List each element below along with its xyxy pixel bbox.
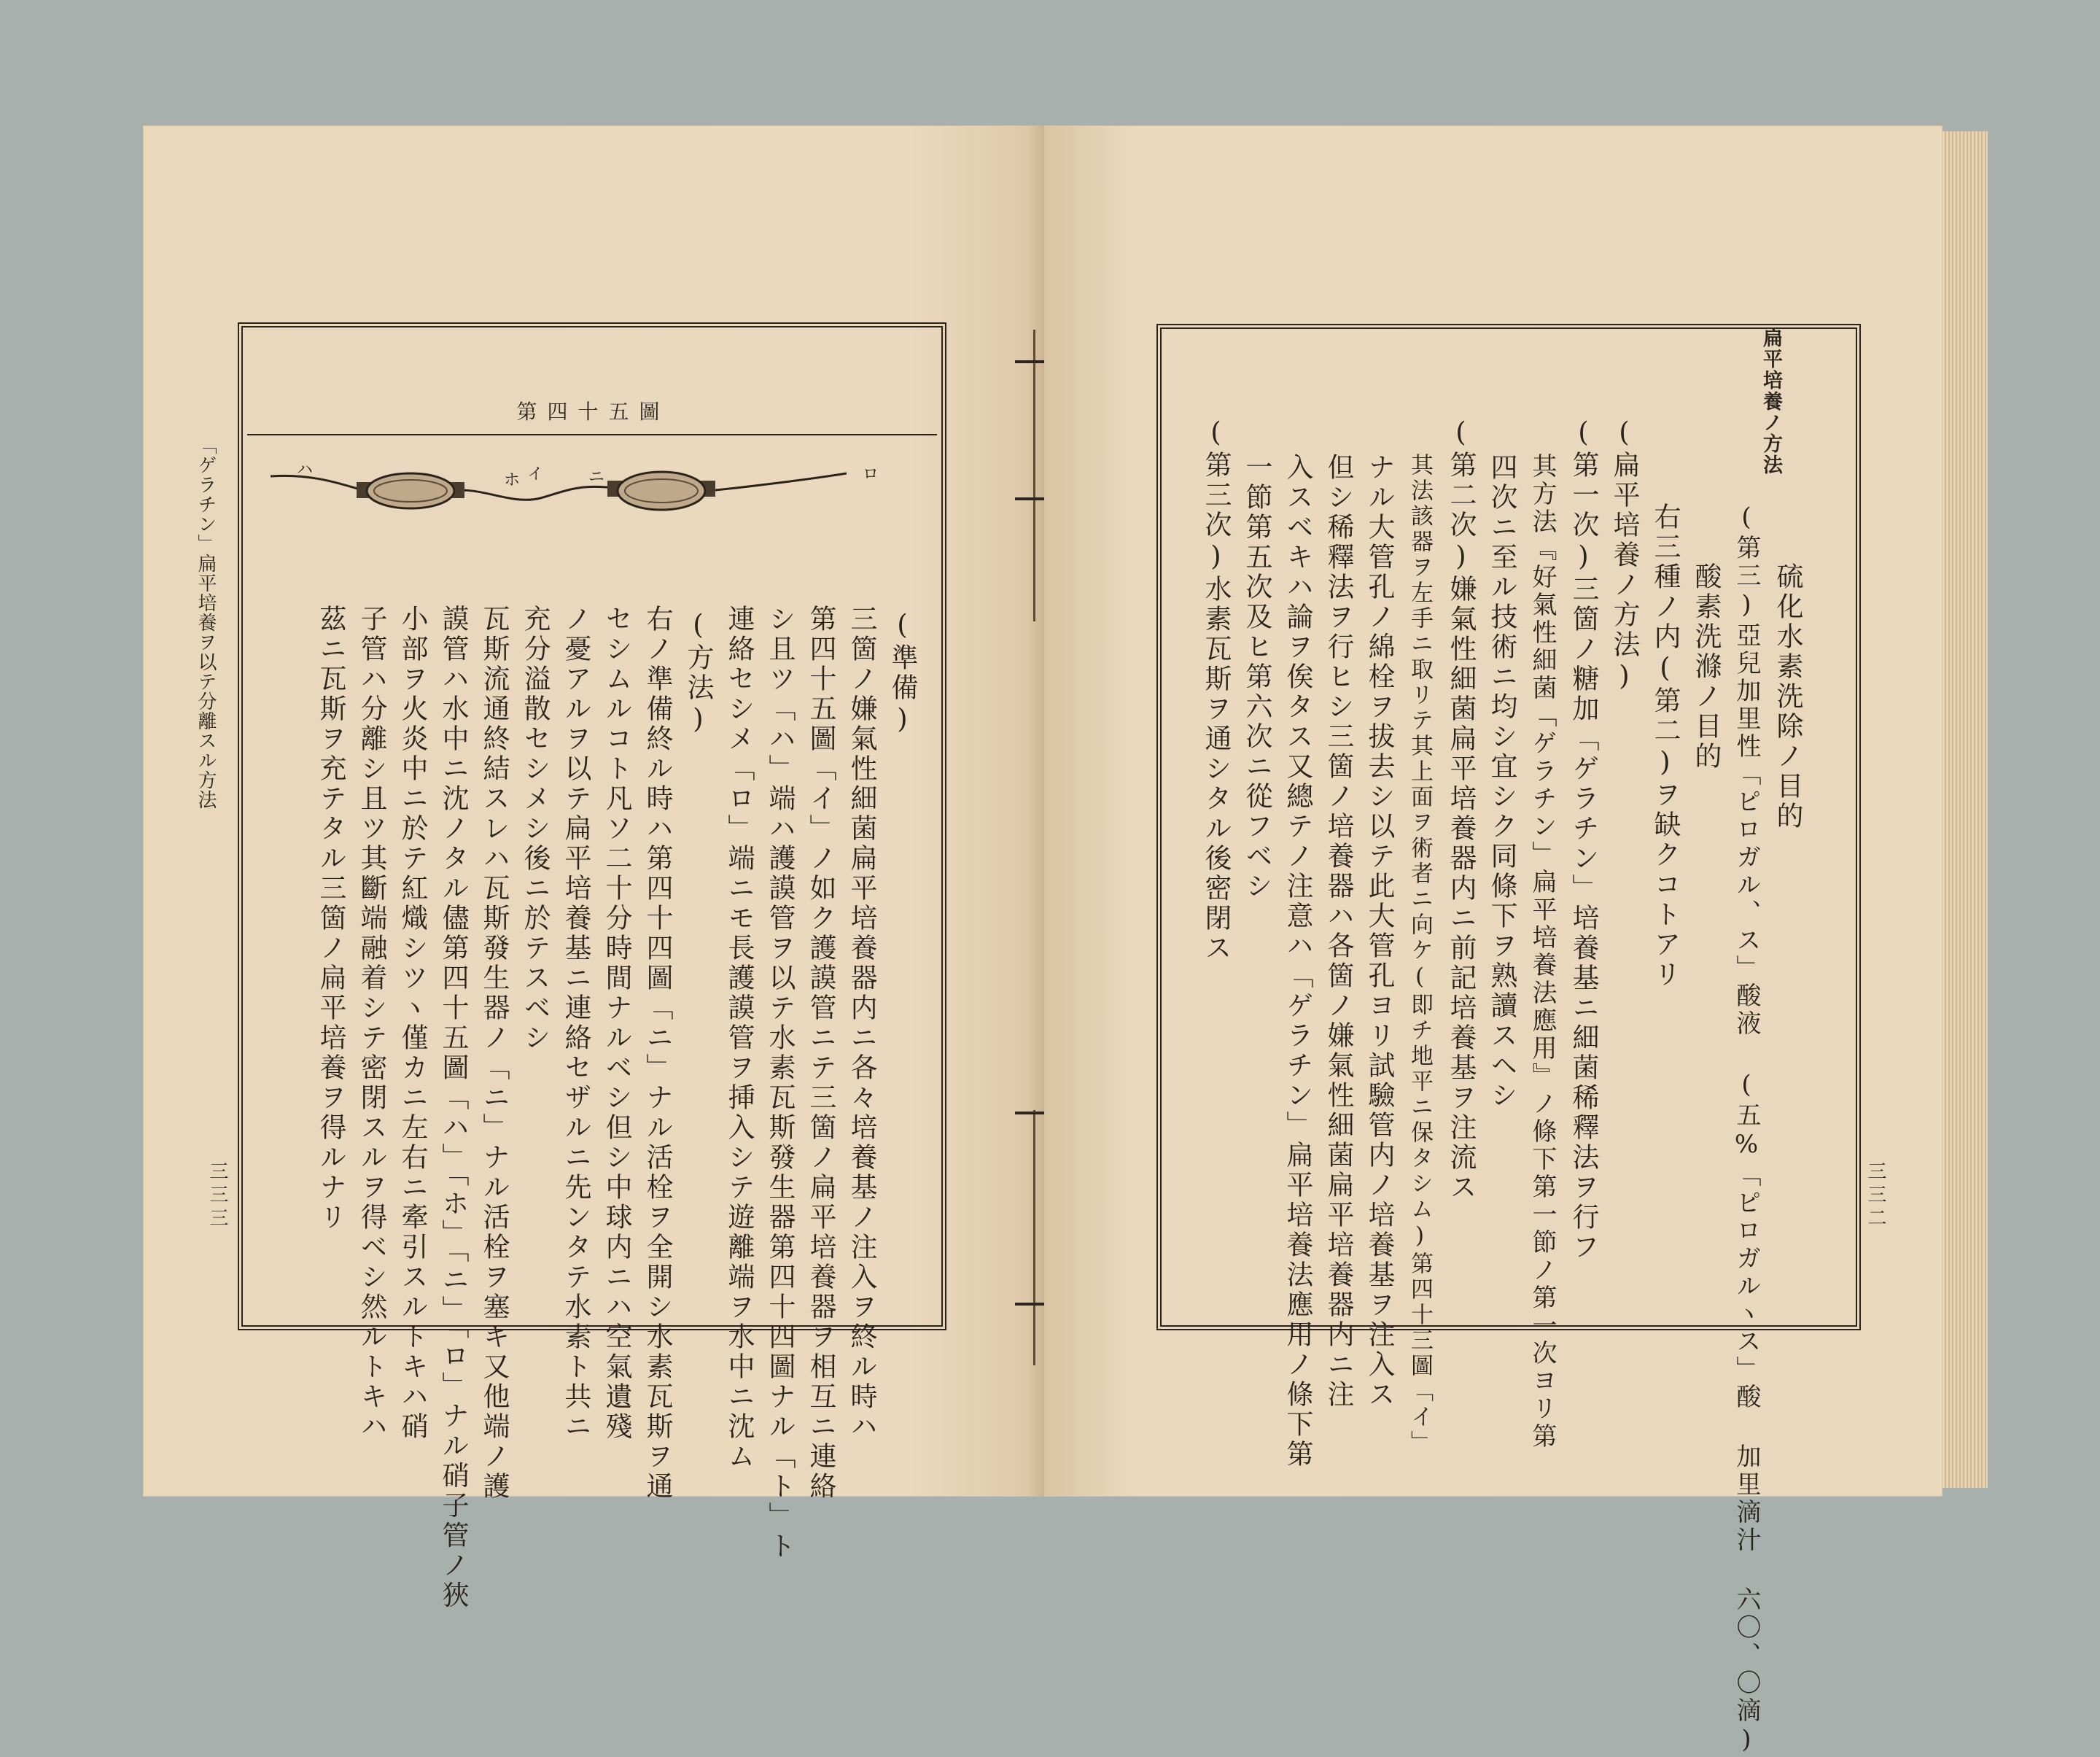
text-column: (準備): [887, 609, 918, 737]
text-column: ノ憂アルヲ以テ扁平培養基ニ連絡セザルニ先ンタテ水素ト共ニ: [560, 605, 591, 1442]
text-column: 酸素洗滌ノ目的: [1690, 562, 1722, 772]
left-text-frame: [238, 322, 946, 1611]
text-column: 瓦斯流通終結スレハ瓦斯發生器ノ「ニ」ナル活栓ヲ塞キ又他端ノ護: [478, 605, 510, 1502]
text-column: 一節第五次及ヒ第六次ニ從フベシ: [1241, 453, 1272, 901]
text-column: (第一次)三箇ノ糖加「ゲラチン」培養基ニ細菌稀釋法ヲ行フ: [1568, 416, 1599, 1263]
left-body-text: [243, 605, 937, 1611]
text-column: 四次ニ至ル技術ニ均シ宜シク同條下ヲ熟讀スヘシ: [1486, 453, 1517, 1111]
text-column: 謨管ハ水中ニ沈ノタル儘第四十五圖「ハ」「ホ」「ニ」「ロ」ナル硝子管ノ狹: [438, 605, 469, 1611]
text-column: (扁平培養ノ方法): [1609, 416, 1640, 694]
left-page: [143, 125, 1044, 1611]
text-column: 第四十五圖「イ」ノ如ク護謨管ニテ三箇ノ扁平培養器ヲ相互ニ連絡: [805, 605, 836, 1502]
text-column: 充分溢散セシメシ後ニ於テスベシ: [519, 605, 551, 1053]
right-body-text: [1162, 344, 1847, 1757]
figure-label-ni: ニ: [588, 468, 605, 486]
text-column: セシムルコト凡ソ二十分時間ナルベシ但シ中球内ニハ空氣遺殘: [601, 605, 632, 1442]
text-column: 連絡セシメ「ロ」端ニモ長護謨管ヲ挿入シテ遊離端ヲ水中ニ沈ム: [723, 605, 755, 1472]
text-column: 右ノ準備終ル時ハ第四十四圖「ニ」ナル活栓ヲ全開シ水素瓦斯ヲ通: [642, 605, 673, 1502]
figure-label-i: イ: [527, 465, 544, 484]
text-column: 三箇ノ嫌氣性細菌扁平培養器内ニ各々培養基ノ注入ヲ終ル時ハ: [846, 605, 877, 1442]
text-column: (方法): [682, 609, 714, 737]
text-column: (第三)亞兒加里性「ピロガル、ス」酸液 (五%「ピロガルヽス」酸 加里滴汁 六〇、〇滴): [1732, 503, 1761, 1757]
text-column: ナル大管孔ノ綿栓ヲ拔去シ以テ此大管孔ヨリ試驗管内ノ培養基ヲ注入ス: [1364, 453, 1395, 1410]
text-column: 但シ稀釋法ヲ行ヒシ三箇ノ培養器ハ各箇ノ嫌氣性細菌扁平培養器内ニ注: [1323, 453, 1354, 1410]
text-column: 小部ヲ火炎中ニ於テ紅熾シツヽ僅カニ左右ニ牽引スルトキハ硝: [397, 605, 428, 1442]
page-edges: [1942, 131, 1988, 1488]
figure-label-ro: ロ: [863, 465, 879, 484]
right-page-number: 三三二: [1864, 1161, 1886, 1231]
open-book: [143, 125, 1988, 1757]
text-column: 硫化水素洗除ノ目的: [1772, 562, 1803, 831]
figure-caption: 第四十五圖: [516, 400, 670, 424]
running-head: 「ゲラチン」扁平培養ヲ以テ分離スル方法: [195, 435, 217, 810]
binding-thread: [1033, 330, 1035, 621]
figure-label-ho: ホ: [504, 471, 521, 489]
figure-label-ha: ハ: [297, 461, 314, 479]
text-column: シ且ツ「ハ」端ハ護謨管ヲ以テ水素瓦斯發生器第四十四圖ナル「ト」ト: [764, 605, 796, 1562]
right-text-frame: [1156, 324, 1861, 1757]
binding-thread: [1033, 1110, 1035, 1365]
text-column: 茲ニ瓦斯ヲ充テタル三箇ノ扁平培養ヲ得ルナリ: [315, 605, 346, 1233]
figure-45: [271, 400, 916, 524]
text-column: 入スベキハ論ヲ俟タス又總テノ注意ハ「ゲラチン」扁平培養法應用ノ條下第: [1282, 453, 1313, 1470]
section-heading: 扁平培養ノ方法: [1759, 327, 1782, 476]
left-page-number: 三三三: [206, 1161, 228, 1231]
text-column: 其法該器ヲ左手ニ取リテ其上面ヲ術者ニ向ケ(即チ地平ニ保タシム)第四十三圖「イ」: [1407, 453, 1433, 1456]
text-column: (第三次)水素瓦斯ヲ通シタル後密閉ス: [1200, 416, 1232, 963]
text-column: 右三種ノ内(第二)ヲ缺クコトアリ: [1649, 503, 1681, 990]
text-column: (第二次)嫌氣性細菌扁平培養器内ニ前記培養基ヲ注流ス: [1445, 416, 1477, 1203]
text-column: 其方法『好氣性細菌「ゲラチン」扁平培養法應用』ノ條下第一節ノ第一次ヨリ第: [1528, 453, 1557, 1451]
text-column: 子管ハ分離シ且ツ其斷端融着シテ密閉スルヲ得ベシ然ルトキハ: [356, 605, 387, 1442]
